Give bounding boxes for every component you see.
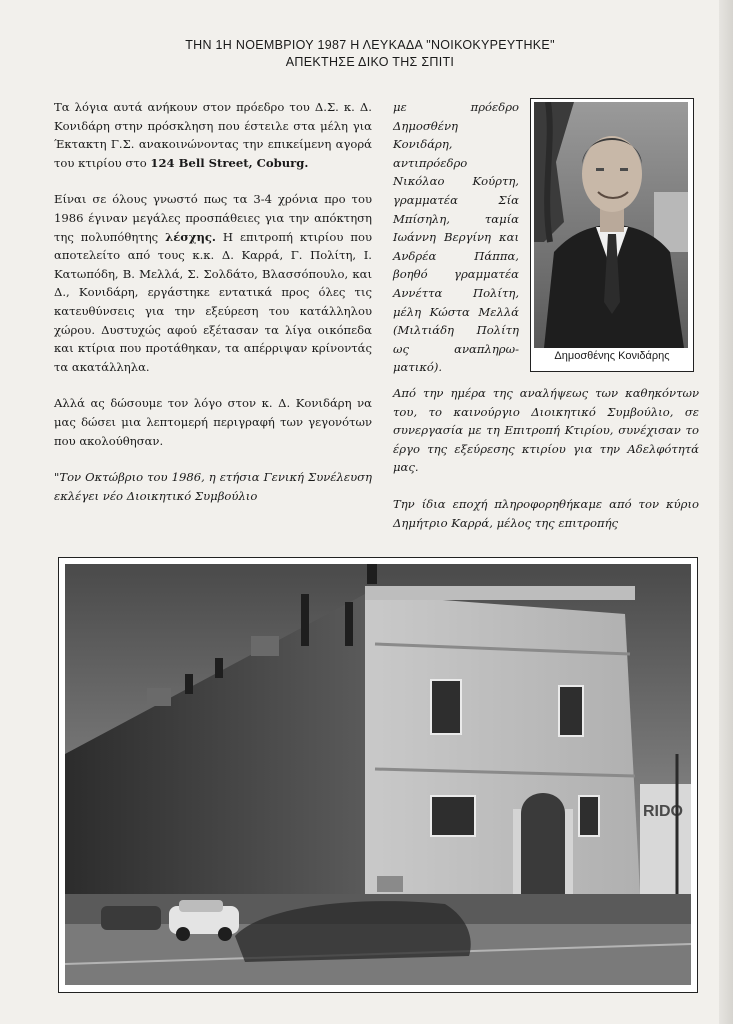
- left-column: [54, 98, 372, 523]
- paragraph-karras: Την ίδια εποχή πληροφορηθήκαμε από τον κύριο Δημήτριο Καρρά, μέλος της επιτροπής: [393, 496, 699, 530]
- headline-line-1: ΤΗΝ 1Η ΝΟΕΜΒΡΙΟΥ 1987 Η ΛΕΥΚΑΔΑ "ΝΟΙΚΟΚΥΡΕΥΤΗΚΕ": [185, 38, 555, 52]
- portrait-photo: [534, 102, 688, 348]
- address-text: 124 Bell Street, Coburg.: [150, 155, 309, 170]
- board-line: αντιπρόεδρο: [393, 155, 468, 170]
- portrait-caption: Δημοσθένης Κονιδάρης: [554, 350, 670, 362]
- paragraph-history: [54, 190, 372, 376]
- board-line: με πρόεδρο: [393, 100, 519, 114]
- page-edge-shadow: [719, 0, 733, 1024]
- board-line: Αννέττα Πολίτη,: [393, 285, 519, 300]
- intro-text: Τα λόγια αυτά ανήκουν στον πρόεδρο του Δ.Σ. κ. Δ. Κονιδάρη στην πρόσκληση που έστειλε στα μέλη για Έκτακτη Γ.Σ. ανακοινώνοντας την επικείμενη αγορά του κτιρίου στο: [54, 100, 372, 170]
- portrait-figure: [530, 98, 694, 372]
- board-line: ως αναπληρω-: [393, 341, 519, 356]
- shop-sign: RIDO: [643, 803, 683, 820]
- paragraph-handover: Αλλά ας δώσουμε τον λόγο στον κ. Δ. Κονιδάρη να μας δώσει μια λεπτομερή περιγραφή των γεγονότων που ακολούθησαν.: [54, 396, 372, 448]
- building-photo: [65, 564, 691, 985]
- paragraph-quote-start: "Τον Οκτώβριο του 1986, η ετήσια Γενική Συνέλευση εκλέγει νέο Διοικητικό Συμβούλιο: [54, 470, 372, 503]
- board-line: γραμματέα Σία: [393, 192, 519, 207]
- paragraph-new-board: Από την ημέρα της αναλήψεως των καθηκόντων του, το καινούργιο Διοικητικό Συμβούλιο, σε συνεργασία με τη Επιτροπή Κτιρίου, συνέχισαν το έργο της εξεύρεσης κτιρίου για την Αδελφότητά μας.: [393, 386, 699, 475]
- board-line: Νικόλαο Κούρτη,: [393, 174, 519, 189]
- board-line: Ιωάννη Βεργίνη και: [393, 230, 519, 245]
- board-line: Δημοσθένη: [393, 118, 458, 133]
- right-wide-column: [393, 384, 699, 550]
- building-figure: [58, 557, 698, 993]
- board-line: Ανδρέα Πάππα,: [393, 248, 519, 263]
- headline-line-2: ΑΠΕΚΤΗΣΕ ΔΙΚΟ ΤΗΣ ΣΠΙΤΙ: [285, 55, 455, 69]
- history-text-a: Είναι σε όλους γνωστό πως τα 3-4 χρόνια προ του 1986 έγιναν μεγάλες προσπάθειες για την απόκτηση της πολυπόθητης: [54, 192, 372, 244]
- board-line: βοηθό γραμματέα: [393, 267, 519, 282]
- board-line: (Μιλτιάδη Πολίτη: [393, 323, 519, 338]
- board-line: ματικό).: [393, 360, 443, 375]
- board-line: Κονιδάρη,: [393, 137, 453, 152]
- club-emphasis: λέσχης.: [165, 229, 216, 244]
- board-line: Μπίσηλη, ταμία: [393, 211, 519, 226]
- right-narrow-column: [393, 98, 519, 377]
- paragraph-intro: [54, 98, 372, 172]
- history-text-b: Η επιτροπή κτιρίου που αποτελείτο από τους κ.κ. Δ. Καρρά, Γ. Πολίτη, Ι. Κατωπόδη, Β. Μελλά, Σ. Σολδάτο, Βλασσόπουλο, και Δ., Κονιδάρη, εργάστηκε εντατικά προς όλες τις κατευθύνσεις για την εξεύρεση του κατάλληλου χώρου. Δυστυχώς αφού εξέτασαν τα λίγα οικόπεδα και κτίρια που προτάθηκαν, τα απέρριψαν κρίνοντάς τα ακατάλληλα.: [54, 229, 372, 374]
- board-line: μέλη Κώστα Μελλά: [393, 304, 519, 319]
